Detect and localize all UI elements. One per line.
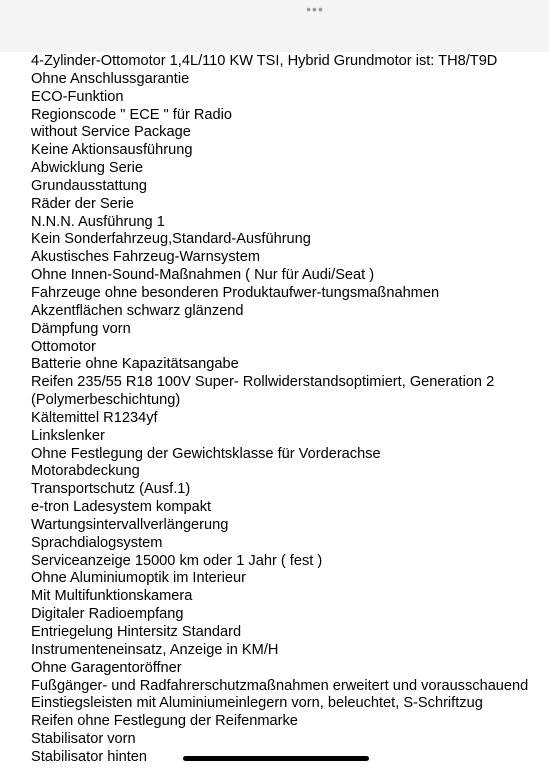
- text-line: Ottomotor: [31, 338, 96, 355]
- text-line: Digitaler Radioempfang: [31, 606, 184, 623]
- text-line: Instrumenteneinsatz, Anzeige in KM/H: [31, 641, 279, 658]
- text-line: Wartungsintervallverlängerung: [31, 516, 229, 533]
- text-line: Batterie ohne Kapazitätsangabe: [31, 356, 239, 373]
- text-line: Fahrzeuge ohne besonderen Produktaufwer-tungsmaßnahmen: [31, 284, 440, 301]
- text-line: Kein Sonderfahrzeug,Standard-Ausführung: [31, 231, 311, 248]
- text-line: Ohne Innen-Sound-Maßnahmen ( Nur für Audi/Seat ): [31, 267, 375, 284]
- top-toolbar: [0, 0, 549, 52]
- document-text: [31, 53, 547, 767]
- text-line: Entriegelung Hintersitz Standard: [31, 624, 242, 640]
- text-line: ECO-Funktion: [31, 88, 124, 105]
- text-line: e-tron Ladesystem kompakt: [31, 499, 212, 516]
- text-line: (Polymerbeschichtung): [31, 392, 181, 409]
- text-line: Reifen ohne Festlegung der Reifenmarke: [31, 713, 298, 730]
- text-line: Einstiegsleisten mit Aluminiumeinlegern vorn, beleuchtet, S-Schriftzug: [31, 695, 483, 712]
- text-line: Ohne Anschlussgarantie: [31, 70, 190, 87]
- home-indicator[interactable]: [183, 756, 369, 761]
- text-line: Akustisches Fahrzeug-Warnsystem: [31, 249, 260, 266]
- text-line: Motorabdeckung: [31, 463, 140, 480]
- text-line: Kältemittel R1234yf: [31, 409, 158, 426]
- text-line: Linkslenker: [31, 427, 105, 444]
- text-line: without Service Package: [31, 124, 191, 141]
- text-line: Serviceanzeige 15000 km oder 1 Jahr ( fest ): [31, 552, 323, 569]
- text-line: Ohne Garagentoröffner: [31, 659, 182, 676]
- text-line: Räder der Serie: [31, 195, 135, 212]
- text-line: Fußgänger- und Radfahrerschutzmaßnahmen erweitert und vorausschauend: [31, 677, 529, 694]
- text-line: 4-Zylinder-Ottomotor 1,4L/110 KW TSI, Hybrid Grundmotor ist: TH8/T9D: [31, 53, 498, 69]
- text-line: Stabilisator vorn: [31, 731, 136, 748]
- text-line: Grundausstattung: [31, 177, 148, 194]
- text-line: Stabilisator hinten: [31, 748, 148, 765]
- text-line: Akzentflächen schwarz glänzend: [31, 302, 244, 319]
- text-line: Transportschutz (Ausf.1): [31, 481, 191, 498]
- text-line: Ohne Aluminiumoptik im Interieur: [31, 570, 246, 587]
- text-line: Abwicklung Serie: [31, 160, 143, 177]
- text-line: N.N.N. Ausführung 1: [31, 213, 165, 230]
- text-line: Dämpfung vorn: [31, 320, 131, 337]
- text-line: Ohne Festlegung der Gewichtsklasse für Vorderachse: [31, 445, 381, 462]
- text-line: Mit Multifunktionskamera: [31, 588, 193, 605]
- text-line: Reifen 235/55 R18 100V Super- Rollwiderstandsoptimiert, Generation 2: [31, 374, 495, 391]
- text-line: Sprachdialogsystem: [31, 534, 163, 551]
- text-line: Keine Aktionsausführung: [31, 142, 193, 159]
- text-line: Regionscode " ECE " für Radio: [31, 106, 232, 123]
- more-horizontal-icon[interactable]: •••: [306, 1, 324, 17]
